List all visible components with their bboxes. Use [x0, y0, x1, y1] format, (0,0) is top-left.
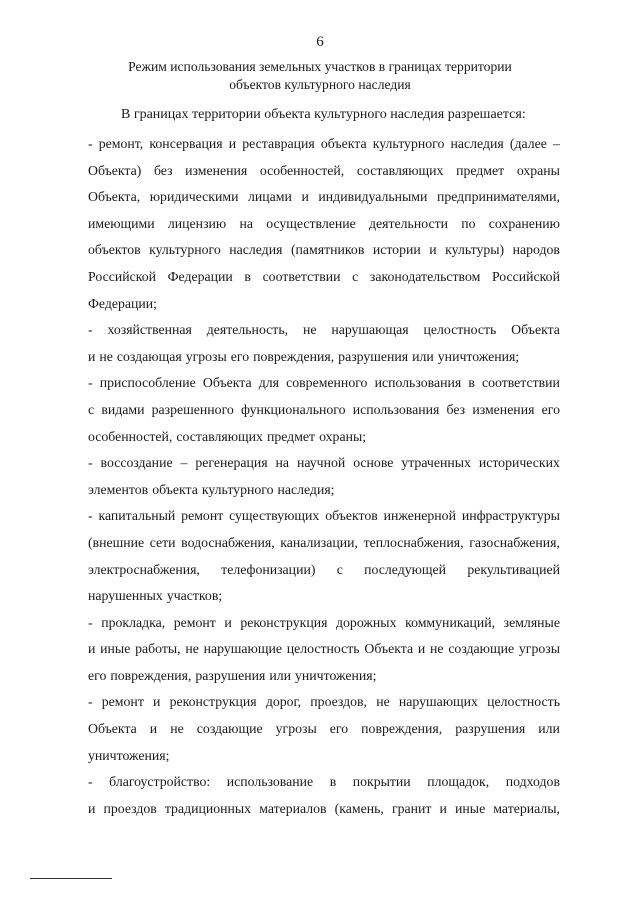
- word: объектов: [325, 508, 378, 524]
- word: –: [553, 136, 560, 151]
- word: с: [352, 268, 359, 284]
- word: или: [269, 667, 292, 683]
- word: и: [88, 348, 96, 364]
- word: проездов: [103, 800, 157, 816]
- text-line: [88, 450, 560, 477]
- word: деятельность,: [206, 322, 289, 338]
- word: –: [180, 455, 188, 471]
- word: иные: [455, 800, 486, 816]
- word: не: [430, 641, 444, 657]
- word: Объекта: [202, 375, 252, 391]
- word: для: [258, 375, 280, 391]
- word: на: [239, 215, 253, 231]
- word: лицензию: [167, 215, 227, 231]
- word: использование: [226, 774, 314, 790]
- word: -: [88, 614, 93, 630]
- word: угрозы: [518, 641, 560, 657]
- word: нарушающая: [331, 322, 409, 338]
- word: покрытии: [352, 774, 411, 790]
- word: реставрация: [242, 136, 315, 151]
- word: хозяйственная: [107, 322, 192, 338]
- text-line: [88, 689, 560, 716]
- word: целостность: [423, 322, 497, 338]
- word: его: [541, 401, 560, 417]
- text-line: [88, 610, 560, 637]
- word: повреждения,: [110, 667, 192, 683]
- word: целостность: [487, 694, 560, 710]
- body-text: [88, 131, 560, 822]
- word: уничтожения;: [295, 667, 377, 683]
- word: Российской: [88, 268, 156, 284]
- word: предпринимателями,: [436, 189, 560, 205]
- word: особенностей,: [88, 428, 173, 444]
- word: соответствии: [481, 375, 560, 391]
- word: или: [412, 348, 434, 364]
- text-line: [88, 344, 560, 371]
- word: угрозы: [185, 348, 227, 364]
- word: консервация: [149, 136, 223, 151]
- word: разрушения: [455, 721, 526, 737]
- word: Федерации;: [88, 295, 157, 311]
- word: разрушения: [195, 667, 266, 683]
- word: элементов: [88, 481, 149, 497]
- word: с: [336, 561, 343, 577]
- word: современного: [286, 375, 368, 391]
- intro-paragraph: В границах территории объекта культурного наследия разрешается:: [121, 107, 526, 122]
- text-line: [88, 184, 560, 211]
- text-line: [88, 503, 560, 530]
- word: и: [88, 800, 96, 816]
- word: создающие: [196, 721, 263, 737]
- word: работы,: [135, 641, 181, 657]
- word: угрозы: [275, 721, 317, 737]
- word: -: [88, 455, 93, 471]
- word: и: [228, 136, 237, 151]
- word: в: [329, 774, 337, 790]
- word: -: [88, 774, 93, 790]
- word: или: [538, 721, 560, 737]
- word: охраны: [516, 162, 560, 178]
- word: создающая: [116, 348, 182, 364]
- word: гранит: [391, 800, 432, 816]
- text-line: [88, 397, 560, 424]
- word: народов: [512, 242, 560, 258]
- word: Объекта: [364, 641, 414, 657]
- word: разрушения: [338, 348, 409, 364]
- word: ремонт,: [98, 136, 144, 151]
- word: предмет: [266, 428, 316, 444]
- page-number: 6: [316, 34, 324, 50]
- word: нарушенных: [88, 588, 163, 604]
- word: и: [301, 189, 309, 205]
- word: Объекта): [88, 162, 142, 178]
- word: создающие: [448, 641, 515, 657]
- word: благоустройство:: [109, 774, 211, 790]
- word: -: [88, 322, 93, 338]
- word: инфраструктуры: [461, 508, 560, 524]
- word: не: [185, 641, 199, 657]
- word: и: [417, 641, 426, 657]
- word: -: [88, 136, 93, 151]
- word: изменения: [185, 162, 248, 178]
- text-line: [88, 424, 560, 451]
- word: составляющих: [176, 428, 263, 444]
- word: подходов: [505, 774, 560, 790]
- word: Объекта,: [88, 189, 141, 205]
- word: в: [244, 268, 251, 284]
- word: в: [468, 375, 475, 391]
- word: культурного: [149, 242, 221, 258]
- text-line: [88, 583, 560, 610]
- text-line: [88, 370, 560, 397]
- word: последующей: [364, 561, 447, 577]
- word: и: [149, 721, 158, 737]
- word: уничтожения;: [88, 747, 170, 763]
- word: площадок,: [427, 774, 490, 790]
- word: участков;: [166, 588, 223, 604]
- word: объекта: [320, 136, 367, 151]
- word: инженерной: [383, 508, 456, 524]
- word: дорог,: [265, 694, 302, 710]
- word: электроснабжения,: [88, 561, 200, 577]
- word: его: [88, 667, 107, 683]
- word: деятельности: [369, 215, 448, 231]
- text-line: [88, 663, 560, 690]
- word: с: [88, 401, 95, 417]
- word: научной: [296, 455, 346, 471]
- word: проездов,: [310, 694, 368, 710]
- word: индивидуальными: [318, 189, 428, 205]
- word: использования: [352, 401, 440, 417]
- heading-line-1: Режим использования земельных участков в границах территории: [128, 59, 512, 74]
- word: целостность: [286, 641, 360, 657]
- word: теплоснабжения,: [363, 534, 464, 550]
- text-line: [88, 769, 560, 796]
- word: особенностей,: [259, 162, 345, 178]
- word: предмет: [456, 162, 505, 178]
- text-line: [88, 237, 560, 264]
- word: повреждения,: [361, 721, 443, 737]
- word: и: [88, 641, 96, 657]
- word: иные: [100, 641, 131, 657]
- word: водоснабжения,: [181, 534, 275, 550]
- text-line: [88, 716, 560, 743]
- word: лицами: [248, 189, 292, 205]
- word: составляющих: [356, 162, 444, 178]
- word: по: [461, 215, 476, 231]
- word: канализации,: [280, 534, 358, 550]
- text-line: [88, 530, 560, 557]
- word: не: [99, 348, 113, 364]
- word: без: [446, 401, 466, 417]
- word: культуры): [445, 242, 505, 258]
- word: дорожных: [336, 614, 397, 630]
- word: -: [88, 694, 93, 710]
- word: не: [376, 694, 390, 710]
- word: функционального: [240, 401, 346, 417]
- word: Объекта: [511, 322, 560, 338]
- word: Федерации: [167, 268, 233, 284]
- text-line: [88, 557, 560, 584]
- word: осуществление: [266, 215, 356, 231]
- word: -: [88, 508, 93, 524]
- word: ремонт: [181, 508, 224, 524]
- word: законодательством: [369, 268, 481, 284]
- word: (далее: [509, 136, 547, 151]
- word: сети: [149, 534, 176, 550]
- footnote-separator: [30, 878, 112, 879]
- word: имеющими: [88, 215, 155, 231]
- text-line: [88, 636, 560, 663]
- text-line: [88, 211, 560, 238]
- word: наследия: [450, 136, 504, 151]
- word: разрешенного: [151, 401, 234, 417]
- word: реконструкция: [169, 694, 257, 710]
- word: воссоздание: [100, 455, 173, 471]
- word: и: [224, 614, 232, 630]
- section-heading: [90, 58, 550, 94]
- word: нарушающие: [203, 641, 282, 657]
- word: прокладка,: [101, 614, 166, 630]
- word: существующих: [229, 508, 320, 524]
- word: утраченных: [401, 455, 471, 471]
- word: ремонт: [101, 694, 144, 710]
- word: материалы,: [493, 800, 560, 816]
- word: видами: [101, 401, 145, 417]
- text-line: [88, 796, 560, 823]
- text-line: [88, 264, 560, 291]
- word: повреждения,: [253, 348, 335, 364]
- word: юридическими: [149, 189, 239, 205]
- text-line: [88, 743, 560, 770]
- word: Объекта: [88, 721, 137, 737]
- word: наследия: [229, 242, 283, 258]
- word: регенерация: [195, 455, 268, 471]
- word: уничтожения;: [437, 348, 520, 364]
- text-line: [88, 291, 560, 318]
- word: ремонт: [173, 614, 216, 630]
- word: Российской: [491, 268, 560, 284]
- text-line: [88, 158, 560, 185]
- word: культурного: [201, 481, 274, 497]
- word: сохранению: [488, 215, 560, 231]
- word: охраны;: [319, 428, 367, 444]
- word: не: [170, 721, 184, 737]
- word: (камень,: [334, 800, 384, 816]
- word: объектов: [88, 242, 141, 258]
- word: соответствии: [262, 268, 341, 284]
- word: и: [153, 694, 161, 710]
- word: традиционных: [164, 800, 252, 816]
- text-line: [88, 131, 560, 158]
- word: приспособление: [99, 375, 196, 391]
- word: исторических: [478, 455, 560, 471]
- word: наследия;: [277, 481, 335, 497]
- word: -: [88, 375, 93, 391]
- word: не: [302, 322, 317, 338]
- word: его: [230, 348, 250, 364]
- word: истории: [372, 242, 421, 258]
- word: объекта: [152, 481, 198, 497]
- word: изменения: [472, 401, 535, 417]
- word: (памятников: [290, 242, 365, 258]
- word: на: [275, 455, 290, 471]
- word: коммуникаций,: [405, 614, 496, 630]
- word: телефонизации): [221, 561, 316, 577]
- word: без: [153, 162, 173, 178]
- word: нарушающих: [398, 694, 478, 710]
- word: и: [439, 800, 447, 816]
- word: основе: [353, 455, 394, 471]
- word: реконструкция: [240, 614, 328, 630]
- word: (внешние: [88, 534, 145, 550]
- text-line: [88, 477, 560, 504]
- text-line: [88, 317, 560, 344]
- word: материалов: [259, 800, 327, 816]
- word: капитальный: [98, 508, 176, 524]
- word: и: [429, 242, 437, 258]
- heading-line-2: объектов культурного наследия: [229, 77, 411, 92]
- word: земляные: [503, 614, 560, 630]
- word: культурного: [372, 136, 445, 151]
- word: рекультивацией: [467, 561, 560, 577]
- word: его: [329, 721, 349, 737]
- word: газоснабжения,: [469, 534, 560, 550]
- word: использования: [374, 375, 462, 391]
